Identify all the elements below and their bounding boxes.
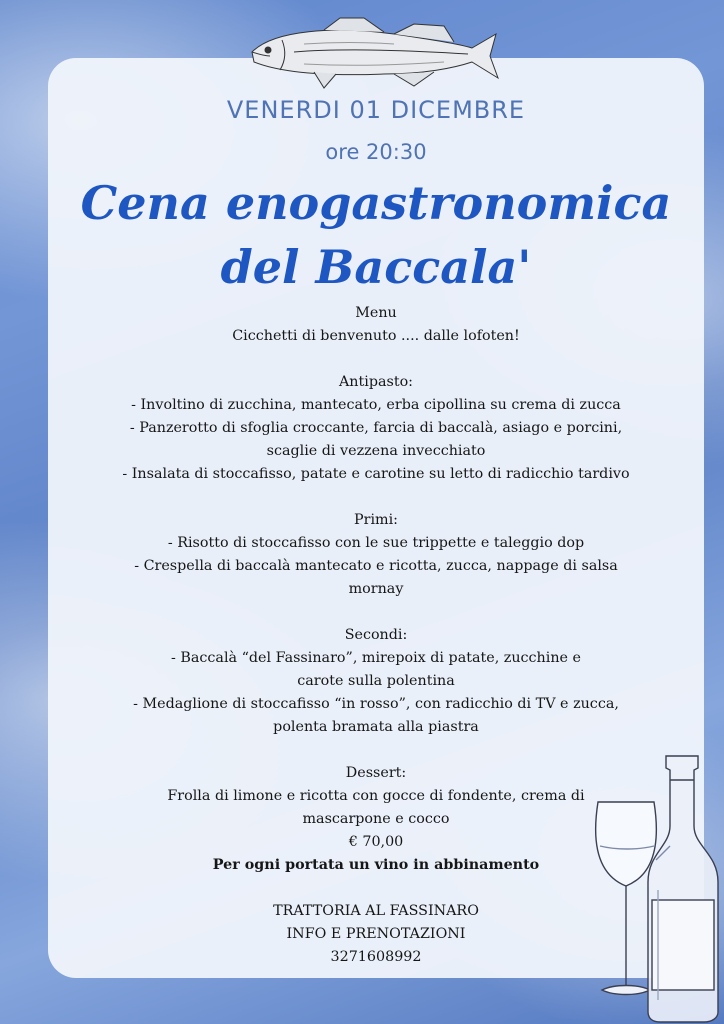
fish-illustration-icon — [244, 16, 502, 96]
menu-item: - Insalata di stoccafisso, patate e carotine su letto di radicchio tardivo — [122, 466, 630, 482]
menu-item: - Baccalà “del Fassinaro”, mirepoix di patate, zucchine e — [171, 650, 581, 666]
event-time: ore 20:30 — [325, 140, 427, 164]
phone-number: 3271608992 — [330, 949, 422, 965]
menu-item: Frolla di limone e ricotta con gocce di fondente, crema di — [167, 788, 585, 804]
menu-item: - Risotto di stoccafisso con le sue trippette e taleggio dop — [167, 535, 585, 551]
antipasto-heading: Antipasto: — [338, 374, 414, 390]
primi-heading: Primi: — [354, 512, 398, 528]
menu-item: scaglie di vezzena invecchiato — [266, 443, 486, 459]
dessert-heading: Dessert: — [345, 765, 407, 781]
event-date: VENERDI 01 DICEMBRE — [226, 96, 526, 124]
menu-item: - Crespella di baccalà mantecato e ricotta, zucca, nappage di salsa — [134, 558, 618, 574]
menu-item: mornay — [348, 581, 404, 597]
menu-item: mascarpone e cocco — [302, 811, 450, 827]
wine-note: Per ogni portata un vino in abbinamento — [212, 857, 540, 873]
secondi-heading: Secondi: — [344, 627, 408, 643]
welcome-line: Cicchetti di benvenuto .... dalle lofoten! — [232, 328, 520, 344]
wine-bottle-glass-icon — [586, 750, 722, 1024]
menu-item: - Panzerotto di sfoglia croccante, farcia di baccalà, asiago e porcini, — [129, 420, 623, 436]
menu-label: Menu — [355, 305, 397, 321]
restaurant-name: TRATTORIA AL FASSINARO — [273, 903, 479, 919]
price: € 70,00 — [348, 834, 404, 850]
menu-item: - Involtino di zucchina, mantecato, erba cipollina su crema di zucca — [131, 397, 621, 413]
menu-item: - Medaglione di stoccafisso “in rosso”, con radicchio di TV e zucca, — [133, 696, 619, 712]
info-label: INFO E PRENOTAZIONI — [286, 926, 466, 942]
event-title-line1: Cena enogastronomica — [80, 176, 672, 230]
menu-item: polenta bramata alla piastra — [273, 719, 479, 735]
event-title-line2: del Baccala' — [220, 240, 532, 294]
menu-item: carote sulla polentina — [297, 673, 455, 689]
